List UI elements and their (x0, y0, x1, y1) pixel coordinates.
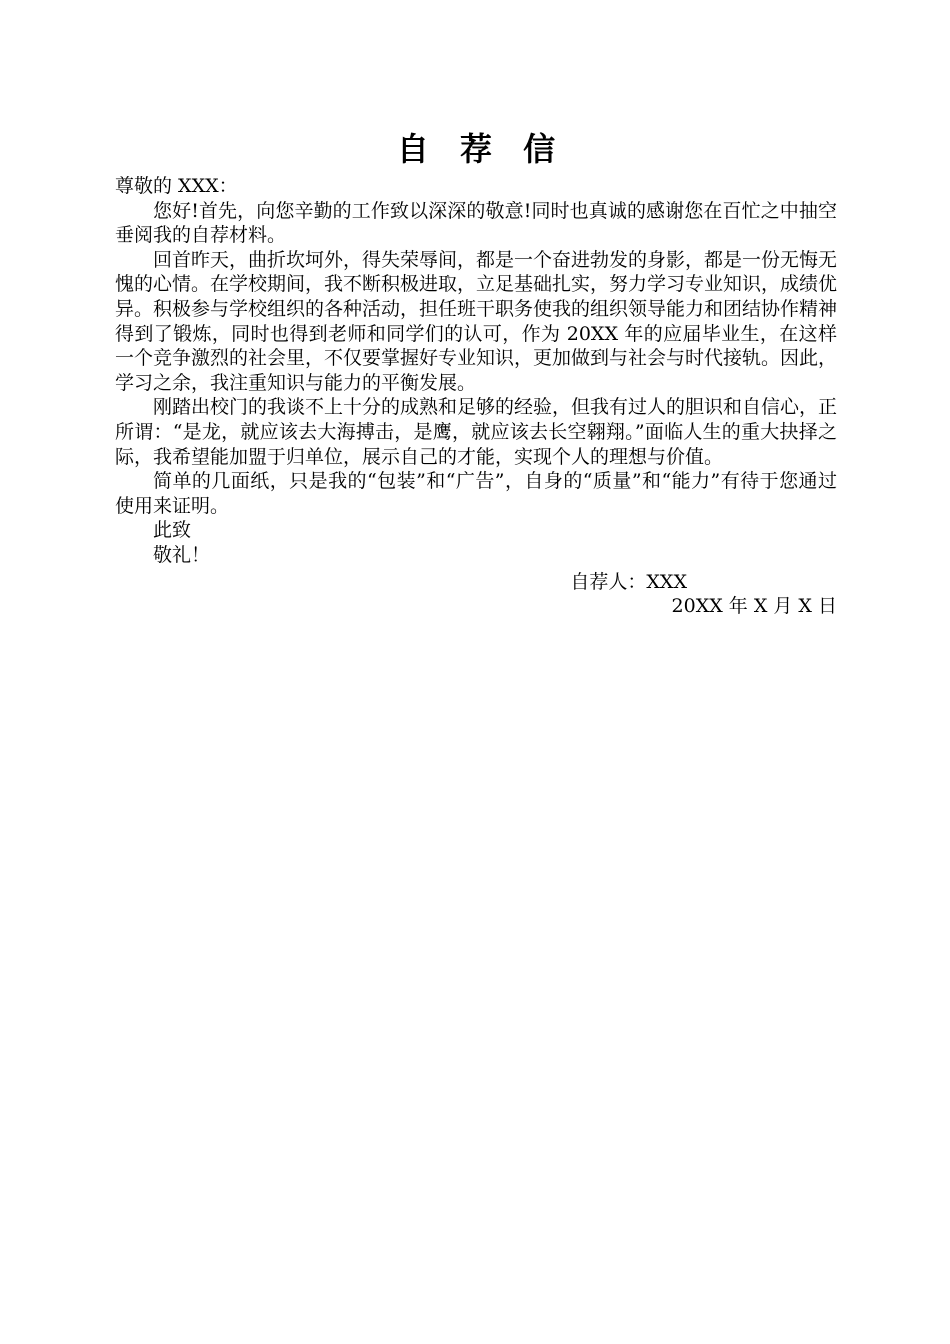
letter-date: 20XX 年 X 月 X 日 (671, 595, 837, 618)
closing-line-2: 敬礼！ (153, 543, 211, 566)
letter-title: 自 荐 信 (396, 130, 566, 168)
salutation: 尊敬的 XXX： (115, 175, 238, 197)
paragraph-background: 回首昨天，曲折坎坷外，得失荣辱间，都是一个奋进勃发的身影，都是一份无悔无愧的心情。在学校期间，我不断积极进取，立足基础扎实，努力学习专业知识，成绩优异。积极参与学校组织的各种活动，担任班干职务使我的组织领导能力和团结协作精神得到了锻炼，同时也得到老师和同学们的认可，作为 20XX 年的应届毕业生，在这样一个竞争激烈的社会里，不仅要掌握好专业知识，更加做到与社会与时代接轨。因此，学习之余，我注重知识与能力的平衡发展。 (115, 248, 838, 394)
closing-line-1: 此致 (153, 519, 192, 542)
signer-name: 自荐人：XXX (570, 570, 687, 593)
paragraph-greeting: 您好!首先，向您辛勤的工作致以深深的敬意!同时也真诚的感谢您在百忙之中抽空垂阅我的自荐材料。 (115, 199, 837, 247)
letter-body (115, 174, 837, 619)
paragraph-conclusion: 简单的几面纸，只是我的“包装”和“广告”，自身的“质量”和“能力”有待于您通过使用来证明。 (115, 470, 837, 517)
letter-page (115, 124, 837, 619)
paragraph-aspiration: 刚踏出校门的我谈不上十分的成熟和足够的经验，但我有过人的胆识和自信心，正所谓：“是龙，就应该去大海搏击，是鹰，就应该去长空翱翔。”面临人生的重大抉择之际，我希望能加盟于归单位，展示自己的才能，实现个人的理想与价值。 (115, 396, 838, 468)
